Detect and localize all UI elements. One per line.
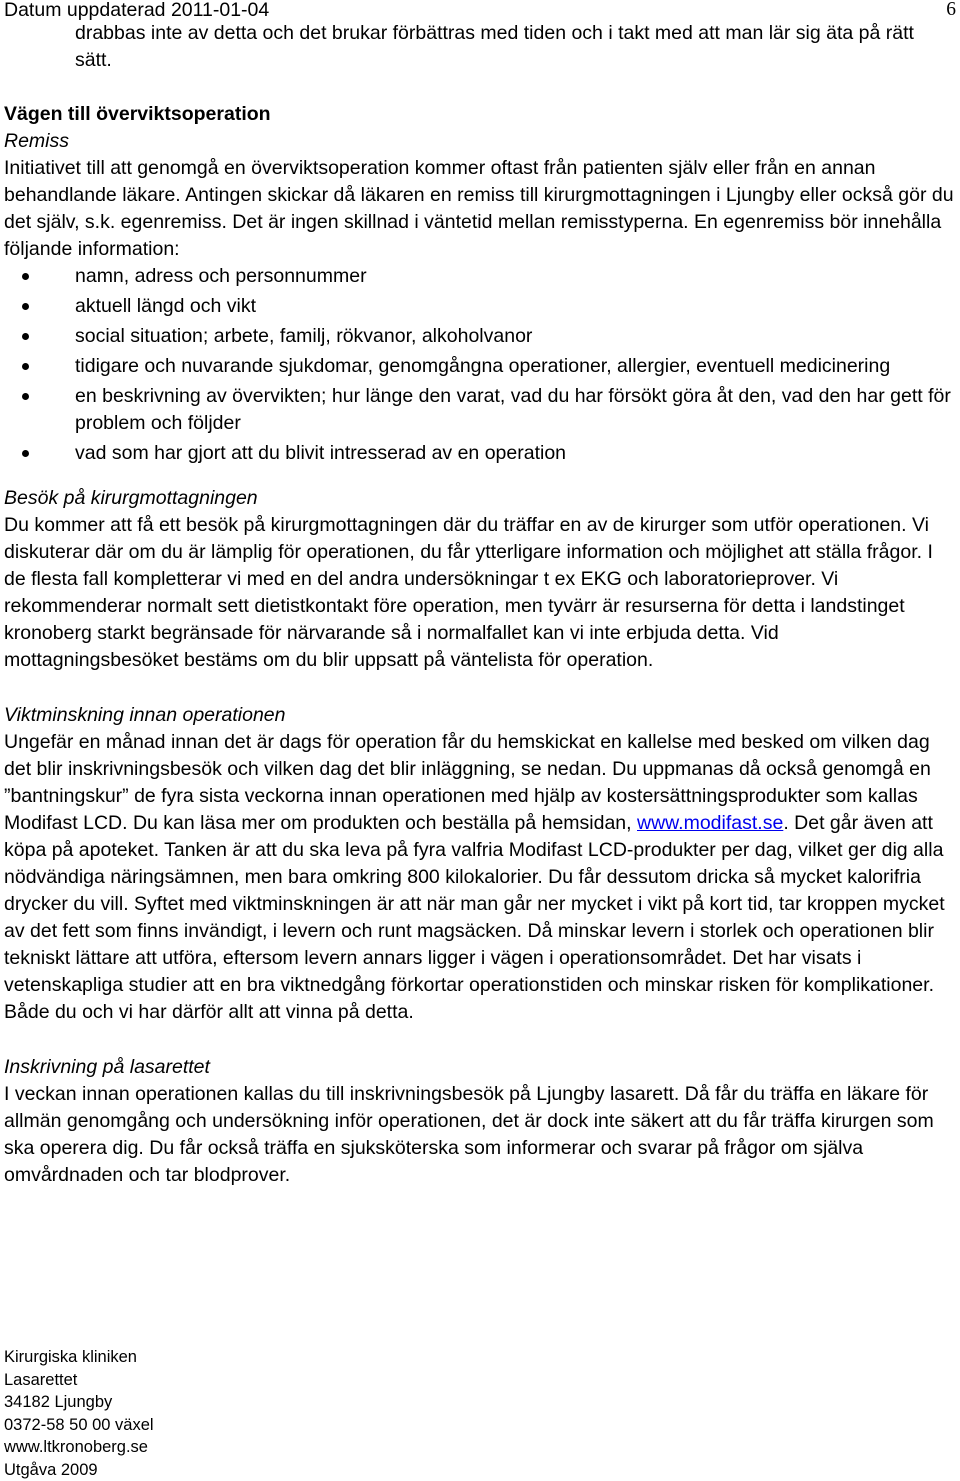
bullet-text: aktuell längd och vikt [75,295,257,317]
besok-paragraph: Du kommer att få ett besök på kirurgmottagningen där du träffar en av de kirurger som utför operationen. Vi diskuterar där om du är lämplig för operationen, du får ytterligare information och möjlighet att ställa frågor. I de flesta fall kompletterar vi med en del andra undersökningar t ex EKG och laboratorieprover. Vi rekommenderar normalt sett dietistkontakt före operation, men tyvärr är resurserna för detta i landstinget kronoberg starkt begränsade för närvarande så i normalfallet kan vi inte erbjuda detta. Vid mottagningsbesöket bestäms om du blir uppsatt på väntelista för operation. [4,514,933,671]
page-number: 6 [946,0,956,20]
footer-contact [4,1346,154,1481]
bullet-item [4,353,954,380]
viktminskning-heading: Viktminskning innan operationen [4,704,286,726]
bullet-dot-icon [22,303,29,310]
bullet-dot-icon [22,393,29,400]
bullet-dot-icon [22,363,29,370]
bullet-item [4,323,954,350]
bullet-text: vad som har gjort att du blivit intresserad av en operation [75,442,567,464]
viktminskning-text-before: Ungefär en månad innan det är dags för operation får du hemskickat en kallelse med besked om vilken dag det blir inskrivningsbesök och vilken dag det blir inläggning, se nedan. Du uppmanas då också genomgå en ”bantningskur” de fyra sista veckorna innan operationen med hjälp av kostersättningsprodukter som kallas Modifast LCD. Du kan läsa mer om produkten och beställa på hemsidan, [4,731,931,834]
remiss-heading: Remiss [4,130,70,152]
bullet-text: en beskrivning av övervikten; hur länge den varat, vad du har försökt göra åt den, vad den har gett för problem och följder [75,385,951,434]
remiss-bullet-list [4,263,954,467]
inskrivning-heading: Inskrivning på lasarettet [4,1056,210,1078]
bullet-dot-icon [22,333,29,340]
bullet-item [4,383,954,437]
modifast-link[interactable]: www.modifast.se [637,812,784,834]
footer-clinic: Kirurgiska kliniken [4,1348,137,1366]
main-content [4,101,954,1189]
footer-website: www.ltkronoberg.se [4,1438,148,1456]
bullet-item [4,293,954,320]
besok-heading: Besök på kirurgmottagningen [4,487,258,509]
section-title: Vägen till överviktsoperation [4,103,271,125]
bullet-item [4,440,954,467]
updated-date: Datum uppdaterad 2011-01-04 [4,0,270,21]
bullet-item [4,263,954,290]
bullet-text: namn, adress och personnummer [75,265,367,287]
bullet-text: social situation; arbete, familj, rökvanor, alkoholvanor [75,325,533,347]
bullet-dot-icon [22,273,29,280]
viktminskning-paragraph [4,729,954,1026]
footer-edition: Utgåva 2009 [4,1460,98,1479]
footer-hospital: Lasarettet [4,1370,78,1389]
inskrivning-paragraph: I veckan innan operationen kallas du till inskrivningsbesök på Ljungby lasarett. Då får du träffa en läkare för allmän genomgång och undersökning inför operationen, det är dock inte säkert att du får träffa kirurgen som ska operera dig. Du får också träffa en sjuksköterska som informerar och svarar på frågor om själva omvårdnaden och tar blodprover. [4,1083,934,1186]
footer-phone: 0372-58 50 00 växel [4,1415,154,1434]
remiss-paragraph: Initiativet till att genomgå en överviktsoperation kommer oftast från patienten själv eller från en annan behandlande läkare. Antingen skickar då läkaren en remiss till kirurgmottagningen i Ljungby eller också gör du det själv, s.k. egenremiss. Det är ingen skillnad i väntetid mellan remisstyperna. En egenremiss bör innehålla följande information: [4,157,954,260]
bullet-dot-icon [22,450,29,457]
viktminskning-text-after: . Det går även att köpa på apoteket. Tanken är att du ska leva på fyra valfria Modifast LCD-produkter per dag, vilket ger dig alla nödvändiga näringsämnen, men bara omkring 800 kilokalorier. Du får dessutom dricka så mycket kalorifria drycker du vill. Syftet med viktminskningen är att när man går ner mycket i vikt på kort tid, tar kroppen mycket av det fett som finns invändigt, i levern och runt magsäcken. Då minskar levern i storlek och operationen blir tekniskt lättare att utföra, eftersom levern annars ligger i vägen i operationsområdet. Det har visats i vetenskapliga studier att en bra viktnedgång förkortar operationstiden och minskar risken för komplikationer. Både du och vi har därför allt att vinna på detta. [4,812,945,1023]
bullet-text: tidigare och nuvarande sjukdomar, genomgångna operationer, allergier, eventuell medicinering [75,355,891,377]
footer-address: 34182 Ljungby [4,1393,113,1411]
intro-paragraph: drabbas inte av detta och det brukar förbättras med tiden och i takt med att man lär sig äta på rätt sätt. [75,22,914,71]
